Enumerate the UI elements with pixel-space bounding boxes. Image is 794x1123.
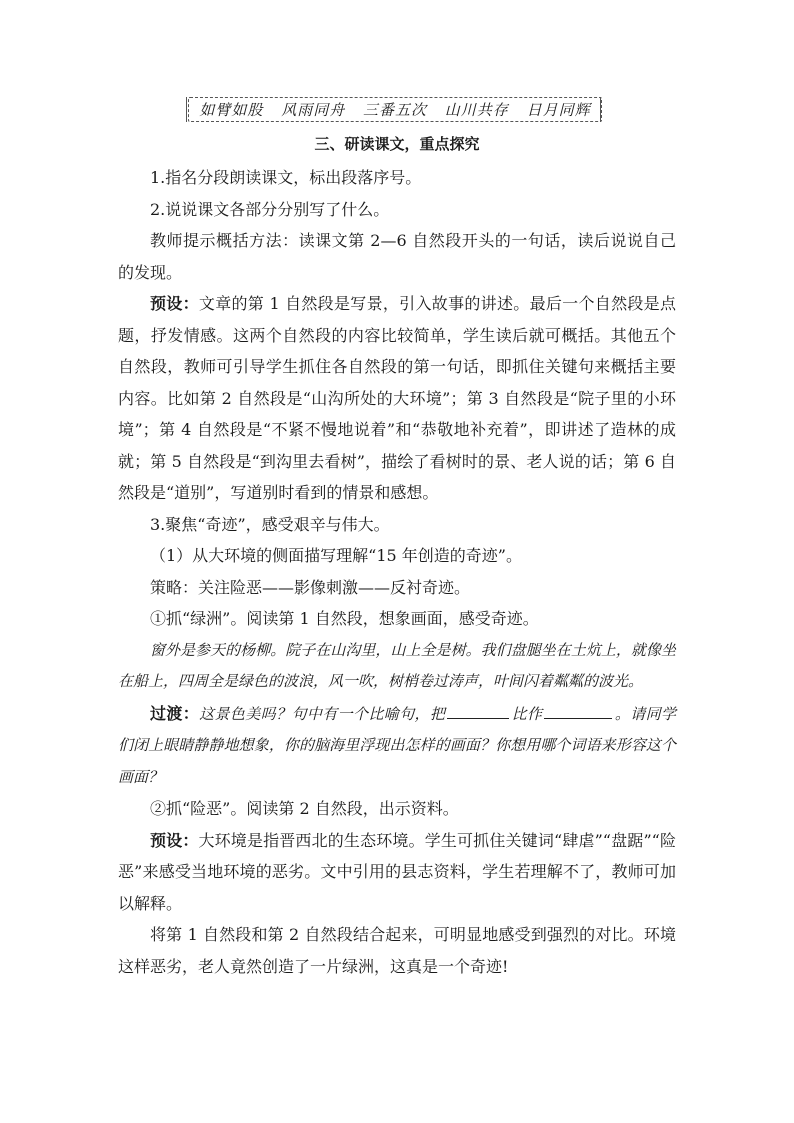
box-right-tick: [600, 97, 605, 122]
paragraph-text: 文章的第 1 自然段是写景，引入故事的讲述。最后一个自然段是点题，抒发情感。这两个自然段的内容比较简单，学生读后就可概括。其他五个自然段，教师可引导学生抓住各自然段的第一句话，即抓住关键句来概括主要内容。比如第 2 自然段是“山沟所处的大环境”；第 3 自然段是“院子里的小环境”；第 4 自然段是“不紧不慢地说着”和“恭敬地补充着”，即讲述了造林的成就；第 5 自然段是“到沟里去看树”，描绘了看树时的景、老人说的话；第 6 自然段是“道别”，写道别时看到的情景和感想。: [118, 294, 676, 502]
preset-label: 预设：: [150, 294, 199, 313]
paragraph-text: 。请同学们闭上眼睛静静地想象，你的脑海里浮现出怎样的画面？你想用哪个词语来形容这个画面？: [118, 704, 676, 786]
idiom-list: [193, 99, 596, 120]
section-heading: 三、研读课文，重点探究: [314, 135, 480, 153]
paragraph: 2.说说课文各部分分别写了什么。: [150, 199, 390, 219]
paragraph: （1）从大环境的侧面描写理解“15 年创造的奇迹”。: [150, 546, 522, 565]
body-text: [118, 162, 676, 982]
preset-label: 预设：: [150, 830, 199, 850]
idiom-box: [188, 97, 602, 122]
paragraph-text: 大环境是指晋西北的生态环境。学生可抓住关键词“肆虐”“盘踞”“险恶”来感受当地环境的恶劣。文中引用的县志资料，学生若理解不了，教师可加以解释。: [118, 830, 676, 913]
fill-blank[interactable]: [544, 704, 612, 719]
paragraph: [118, 698, 676, 794]
quoted-passage: 窗外是参天的杨柳。院子在山沟里，山上全是树。我们盘腿坐在土炕上，就像坐在船上，四周全是绿色的波浪，风一吹，树梢卷过涛声，叶间闪着粼粼的波光。: [118, 640, 676, 690]
paragraph: ②抓“险恶”。阅读第 2 自然段，出示资料。: [150, 799, 459, 818]
paragraph: 教师提示概括方法：读课文第 2—6 自然段开头的一句话，读后说说自己的发现。: [118, 231, 676, 282]
paragraph-text: 比作: [511, 704, 543, 723]
paragraph: [118, 825, 676, 920]
transition-label: 过渡：: [150, 703, 200, 723]
paragraph: 3.聚焦“奇迹”，感受艰辛与伟大。: [150, 514, 390, 534]
paragraph-text: 这景色美吗？句中有一个比喻句，把: [199, 704, 446, 723]
idiom-item: 日月同辉: [526, 101, 591, 119]
idiom-item: 山川共存: [444, 101, 509, 119]
paragraph: ①抓“绿洲”。阅读第 1 自然段，想象画面，感受奇迹。: [150, 609, 539, 628]
paragraph: 将第 1 自然段和第 2 自然段结合起来，可明显地感受到强烈的对比。环境这样恶劣，老人竟然创造了一片绿洲，这真是一个奇迹!: [118, 925, 676, 976]
idiom-item: 如臂如股: [199, 101, 264, 119]
paragraph: 1.指名分段朗读课文，标出段落序号。: [150, 168, 422, 187]
paragraph: [118, 288, 676, 509]
idiom-item: 三番五次: [362, 101, 427, 119]
fill-blank[interactable]: [447, 704, 509, 719]
idiom-item: 风雨同舟: [281, 101, 346, 119]
paragraph: 策略：关注险恶——影像刺激——反衬奇迹。: [150, 577, 471, 597]
box-left-tick: [186, 97, 191, 122]
